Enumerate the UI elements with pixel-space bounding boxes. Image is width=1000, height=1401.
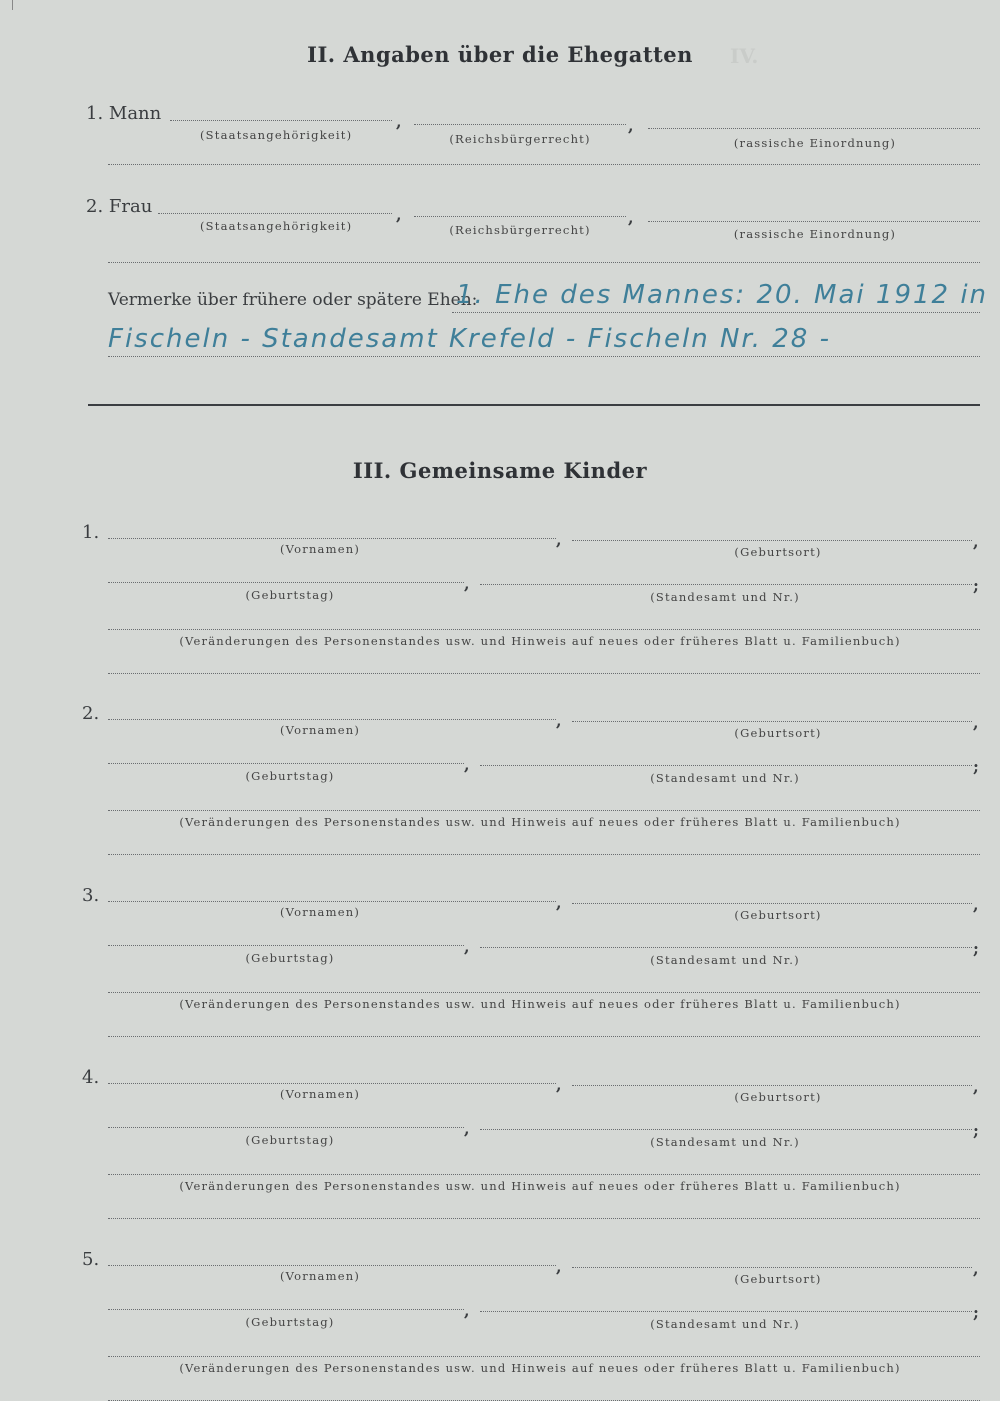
caption-veraenderungen: (Veränderungen des Personenstandes usw. und Hinweis auf neues oder früheres Blatt u. Familienbuch) bbox=[179, 634, 901, 648]
caption-standesamt: (Standesamt und Nr.) bbox=[650, 1135, 800, 1149]
vornamen-field[interactable] bbox=[108, 901, 556, 902]
caption-standesamt: (Standesamt und Nr.) bbox=[650, 771, 800, 785]
caption-vornamen: (Vornamen) bbox=[279, 1269, 361, 1283]
frau-extra-line[interactable] bbox=[108, 262, 980, 263]
vornamen-field[interactable] bbox=[108, 719, 556, 720]
caption-vornamen: (Vornamen) bbox=[279, 1087, 361, 1101]
comma: , bbox=[973, 713, 979, 732]
caption-geburtsort: (Geburtsort) bbox=[734, 1272, 822, 1286]
comma: , bbox=[556, 1075, 562, 1094]
comma: , bbox=[973, 532, 979, 551]
vermerke-line-1[interactable] bbox=[452, 312, 980, 313]
veraenderungen-extra-line[interactable] bbox=[108, 854, 980, 855]
comma: , bbox=[464, 1119, 470, 1138]
mann-reich-field[interactable] bbox=[414, 124, 626, 125]
semicolon: ; bbox=[973, 939, 979, 958]
mann-label: 1. Mann bbox=[86, 103, 162, 124]
comma: , bbox=[628, 116, 634, 135]
geburtsort-field[interactable] bbox=[572, 540, 972, 541]
caption-geburtstag: (Geburtstag) bbox=[245, 769, 335, 783]
caption-staat: (Staatsangehörigkeit) bbox=[200, 219, 353, 233]
page-edge-mark bbox=[12, 0, 13, 10]
child-number: 4. bbox=[82, 1067, 100, 1088]
mann-rasse-field[interactable] bbox=[648, 128, 980, 129]
comma: , bbox=[464, 937, 470, 956]
vornamen-field[interactable] bbox=[108, 1083, 556, 1084]
standesamt-field[interactable] bbox=[480, 1311, 972, 1312]
comma: , bbox=[973, 1077, 979, 1096]
comma: , bbox=[556, 1257, 562, 1276]
veraenderungen-extra-line[interactable] bbox=[108, 1218, 980, 1219]
comma: , bbox=[464, 755, 470, 774]
comma: , bbox=[556, 893, 562, 912]
caption-geburtsort: (Geburtsort) bbox=[734, 545, 822, 559]
vornamen-field[interactable] bbox=[108, 1265, 556, 1266]
caption-geburtstag: (Geburtstag) bbox=[245, 1315, 335, 1329]
caption-veraenderungen: (Veränderungen des Personenstandes usw. und Hinweis auf neues oder früheres Blatt u. Familienbuch) bbox=[179, 1361, 901, 1375]
caption-geburtstag: (Geburtstag) bbox=[245, 588, 335, 602]
child-number: 1. bbox=[82, 522, 100, 543]
comma: , bbox=[556, 711, 562, 730]
veraenderungen-extra-line[interactable] bbox=[108, 1036, 980, 1037]
vermerke-label: Vermerke über frühere oder spätere Ehen: bbox=[108, 290, 478, 310]
caption-veraenderungen: (Veränderungen des Personenstandes usw. und Hinweis auf neues oder früheres Blatt u. Familienbuch) bbox=[179, 1179, 901, 1193]
caption-vornamen: (Vornamen) bbox=[279, 542, 361, 556]
caption-geburtstag: (Geburtstag) bbox=[245, 951, 335, 965]
caption-standesamt: (Standesamt und Nr.) bbox=[650, 590, 800, 604]
frau-rasse-field[interactable] bbox=[648, 221, 980, 222]
geburtstag-field[interactable] bbox=[108, 945, 464, 946]
geburtstag-field[interactable] bbox=[108, 582, 464, 583]
semicolon: ; bbox=[973, 1303, 979, 1322]
caption-rasse: (rassische Einordnung) bbox=[733, 136, 897, 150]
frau-label: 2. Frau bbox=[86, 196, 153, 217]
standesamt-field[interactable] bbox=[480, 1129, 972, 1130]
section-title-kinder: III. Gemeinsame Kinder bbox=[352, 458, 648, 483]
comma: , bbox=[556, 530, 562, 549]
semicolon: ; bbox=[973, 576, 979, 595]
child-number: 2. bbox=[82, 703, 100, 724]
veraenderungen-field[interactable] bbox=[108, 1174, 980, 1175]
geburtsort-field[interactable] bbox=[572, 1267, 972, 1268]
veraenderungen-field[interactable] bbox=[108, 629, 980, 630]
geburtstag-field[interactable] bbox=[108, 1309, 464, 1310]
veraenderungen-field[interactable] bbox=[108, 1356, 980, 1357]
caption-standesamt: (Standesamt und Nr.) bbox=[650, 1317, 800, 1331]
comma: , bbox=[464, 574, 470, 593]
comma: , bbox=[973, 1259, 979, 1278]
standesamt-field[interactable] bbox=[480, 947, 972, 948]
comma: , bbox=[396, 205, 402, 224]
semicolon: ; bbox=[973, 757, 979, 776]
standesamt-field[interactable] bbox=[480, 765, 972, 766]
caption-vornamen: (Vornamen) bbox=[279, 723, 361, 737]
caption-staat: (Staatsangehörigkeit) bbox=[200, 128, 353, 142]
caption-geburtsort: (Geburtsort) bbox=[734, 1090, 822, 1104]
comma: , bbox=[464, 1301, 470, 1320]
geburtsort-field[interactable] bbox=[572, 903, 972, 904]
mann-staat-field[interactable] bbox=[170, 120, 392, 121]
geburtstag-field[interactable] bbox=[108, 1127, 464, 1128]
caption-geburtsort: (Geburtsort) bbox=[734, 726, 822, 740]
vornamen-field[interactable] bbox=[108, 538, 556, 539]
vermerke-handwriting-1: 1. Ehe des Mannes: 20. Mai 1912 in bbox=[456, 280, 989, 310]
caption-geburtsort: (Geburtsort) bbox=[734, 908, 822, 922]
veraenderungen-field[interactable] bbox=[108, 810, 980, 811]
child-number: 3. bbox=[82, 885, 100, 906]
caption-geburtstag: (Geburtstag) bbox=[245, 1133, 335, 1147]
veraenderungen-field[interactable] bbox=[108, 992, 980, 993]
bleed-through-text: IV. bbox=[730, 44, 759, 68]
veraenderungen-extra-line[interactable] bbox=[108, 673, 980, 674]
frau-staat-field[interactable] bbox=[158, 213, 392, 214]
standesamt-field[interactable] bbox=[480, 584, 972, 585]
geburtsort-field[interactable] bbox=[572, 721, 972, 722]
vermerke-line-2[interactable] bbox=[108, 356, 980, 357]
mann-extra-line[interactable] bbox=[108, 164, 980, 165]
comma: , bbox=[396, 112, 402, 131]
section-title-ehegatten: II. Angaben über die Ehegatten bbox=[307, 42, 693, 67]
caption-reich: (Reichsbürgerrecht) bbox=[449, 132, 591, 146]
geburtstag-field[interactable] bbox=[108, 763, 464, 764]
geburtsort-field[interactable] bbox=[572, 1085, 972, 1086]
child-number: 5. bbox=[82, 1249, 100, 1270]
caption-veraenderungen: (Veränderungen des Personenstandes usw. und Hinweis auf neues oder früheres Blatt u. Familienbuch) bbox=[179, 997, 901, 1011]
caption-veraenderungen: (Veränderungen des Personenstandes usw. und Hinweis auf neues oder früheres Blatt u. Familienbuch) bbox=[179, 815, 901, 829]
caption-vornamen: (Vornamen) bbox=[279, 905, 361, 919]
section-divider bbox=[88, 404, 980, 406]
comma: , bbox=[973, 895, 979, 914]
semicolon: ; bbox=[973, 1121, 979, 1140]
caption-reich: (Reichsbürgerrecht) bbox=[449, 223, 591, 237]
vermerke-handwriting-2: Fischeln - Standesamt Krefeld - Fischeln Nr. 28 - bbox=[108, 324, 831, 354]
frau-reich-field[interactable] bbox=[414, 216, 626, 217]
comma: , bbox=[628, 208, 634, 227]
caption-rasse: (rassische Einordnung) bbox=[733, 227, 897, 241]
caption-standesamt: (Standesamt und Nr.) bbox=[650, 953, 800, 967]
